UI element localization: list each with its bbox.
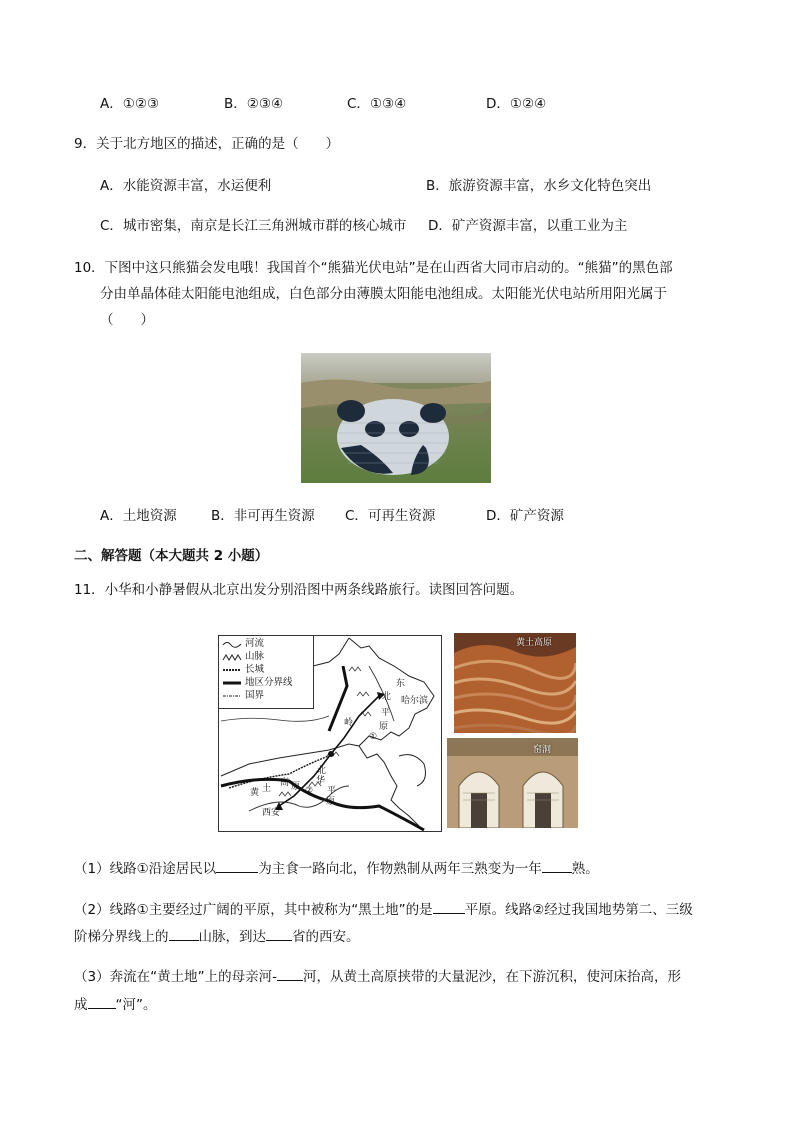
- answer-blank-6[interactable]: [277, 966, 303, 981]
- q9-option-d: D．矿产资源丰富，以重工业为主: [428, 218, 628, 234]
- loess-plateau-photo: [454, 633, 576, 733]
- cave-dwelling-photo: [447, 738, 578, 828]
- map-label-dong: 东: [396, 679, 406, 689]
- q11-sub2-line2: 阶梯分界线上的 山脉，到达 省的西安。: [74, 926, 360, 947]
- panda-solar-station-photo: [301, 353, 491, 483]
- q8-option-c: C．①③④: [347, 96, 407, 112]
- map-legend: [219, 636, 314, 709]
- q11-sub3-line2: 成 “河”。: [74, 994, 157, 1015]
- q8-option-b: B．②③④: [224, 96, 284, 112]
- q10-option-d: D．矿产资源: [486, 508, 564, 524]
- q11-sub3-line1: （3）奔流在“黄土地”上的母亲河- 河，从黄土高原挟带的大量泥沙，在下游沉积，使河床抬高，形: [74, 966, 681, 987]
- map-label-xian: 西安: [262, 808, 281, 818]
- map-label-huabei-ping: 平: [327, 786, 337, 796]
- answer-blank-4[interactable]: [169, 926, 199, 941]
- q8-option-a: A．①②③: [100, 96, 160, 112]
- map-label-ping1: 平: [381, 708, 391, 718]
- answer-blank-7[interactable]: [88, 994, 116, 1009]
- q9-option-b: B．旅游资源丰富，水乡文化特色突出: [426, 178, 652, 194]
- q10-stem-line3: （ ）: [100, 312, 154, 328]
- q10-option-b: B．非可再生资源: [211, 508, 315, 524]
- map-label-bei1: 北: [382, 692, 392, 702]
- legend-national-border: 国界: [245, 690, 265, 701]
- legend-river: 河流: [222, 638, 264, 650]
- legend-great-wall: 长城: [245, 664, 265, 675]
- map-label-gao: 高: [280, 778, 290, 788]
- map-label-huabei-bei: 北: [317, 766, 327, 776]
- map-label-yuan2: 原: [291, 782, 301, 792]
- map-label-huabei-hua: 华: [316, 776, 326, 786]
- legend-mountain: 山脉: [222, 651, 264, 663]
- map-label-harbin: 哈尔滨: [401, 696, 429, 706]
- map-label-ling: 岭: [344, 718, 354, 728]
- map-label-tu: 土: [262, 784, 272, 794]
- answer-blank-5[interactable]: [266, 926, 292, 941]
- route-map: [218, 635, 442, 832]
- q10-stem-line1: 10．下图中这只熊猫会发电哦！我国首个“熊猫光伏电站”是在山西省大同市启动的。“熊猫”的黑色部: [74, 260, 673, 276]
- answer-blank-3[interactable]: [433, 899, 465, 914]
- map-label-route2: ②: [305, 786, 314, 796]
- q10-option-a: A．土地资源: [100, 508, 177, 524]
- legend-region-boundary: 地区分界线: [245, 677, 293, 688]
- answer-blank-1[interactable]: [216, 858, 258, 873]
- section-title: 二、解答题（本大题共 2 小题）: [74, 548, 269, 564]
- map-label-huang: 黄: [250, 788, 260, 798]
- map-label-yuan1: 原: [379, 722, 389, 732]
- map-label-route1: ①: [369, 732, 378, 742]
- answer-blank-2[interactable]: [542, 858, 572, 873]
- q9-option-c: C．城市密集，南京是长江三角洲城市群的核心城市: [100, 218, 407, 234]
- cave-photo-label: 窑洞: [533, 745, 552, 755]
- q10-stem-line2: 分由单晶体硅太阳能电池组成，白色部分由薄膜太阳能电池组成。太阳能光伏电站所用阳光属于: [100, 286, 667, 302]
- q11-sub2-line1: （2）线路①主要经过广阔的平原，其中被称为“黑土地”的是 平原。线路②经过我国地势第二、三级: [74, 899, 693, 920]
- loess-photo-label: 黄土高原: [516, 638, 553, 648]
- q10-option-c: C．可再生资源: [345, 508, 436, 524]
- q9-stem: 9．关于北方地区的描述，正确的是（ ）: [74, 136, 340, 152]
- map-label-huabei-yuan: 原: [326, 797, 336, 807]
- q11-sub1: （1）线路①沿途居民以 为主食一路向北，作物熟制从两年三熟变为一年 熟。: [74, 858, 599, 879]
- q11-stem: 11．小华和小静暑假从北京出发分别沿图中两条线路旅行。读图回答问题。: [74, 582, 524, 598]
- q9-option-a: A．水能资源丰富，水运便利: [100, 178, 272, 194]
- q8-option-d: D．①②④: [486, 96, 547, 112]
